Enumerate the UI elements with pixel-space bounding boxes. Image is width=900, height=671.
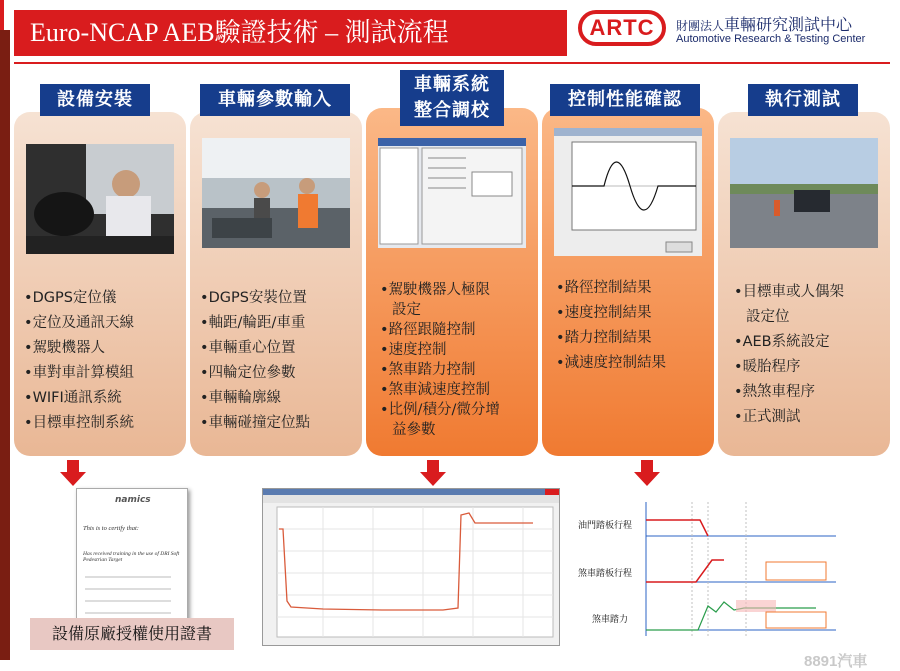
list-item: •煞車踏力控制: [380, 362, 476, 378]
list-item: •DGPS安裝位置: [200, 290, 307, 306]
column-execute-test: [718, 112, 890, 456]
list-item: •速度控制: [380, 342, 447, 358]
list-params: [200, 286, 360, 436]
column-vehicle-params: [190, 112, 362, 456]
column-header-3-line2: 整合調校: [414, 100, 490, 121]
list-item: •減速度控制結果: [556, 355, 667, 371]
screenshot-tuning-illustration: [378, 138, 526, 248]
list-item: •比例/積分/微分增: [380, 402, 500, 418]
column-control-check: [542, 108, 714, 456]
list-item: •駕駛機器人: [24, 340, 106, 356]
column-header-1: 設備安裝: [40, 84, 150, 116]
photo-install: [26, 144, 174, 254]
list-item: •定位及通訊天線: [24, 315, 135, 331]
timing-label-brake-pedal: 煞車踏板行程: [578, 569, 633, 579]
list-item: •目標車或人偶架: [734, 284, 845, 300]
photo-params-illustration: [202, 138, 350, 248]
list-item: •路徑跟隨控制: [380, 322, 476, 338]
arrow-down-icon: [60, 460, 86, 486]
list-item: 設定位: [746, 309, 790, 325]
arrow-down-icon: [634, 460, 660, 486]
photo-execute: [730, 138, 878, 248]
list-item: •車輛重心位置: [200, 340, 296, 356]
list-tuning: [380, 280, 540, 440]
column-header-2: 車輛參數輸入: [200, 84, 350, 116]
graph-screenshot: [262, 488, 560, 646]
photo-install-illustration: [26, 144, 174, 254]
timing-diagram-curves: [636, 496, 842, 646]
graph-screenshot-illustration: [263, 489, 559, 645]
column-system-tuning: [366, 108, 538, 456]
list-item: •速度控制結果: [556, 305, 652, 321]
certificate-line1: This is to certify that:: [83, 525, 139, 532]
list-item: •踏力控制結果: [556, 330, 652, 346]
screenshot-tuning: [378, 138, 526, 248]
list-item: •目標車控制系統: [24, 415, 135, 431]
artc-logo: [578, 10, 666, 46]
decor-ribbon-left: [0, 30, 10, 660]
timing-label-brake-force: 煞車踏力: [592, 615, 629, 625]
list-item: •AEB系統設定: [734, 334, 830, 350]
list-item: •車輛輪廓線: [200, 390, 282, 406]
list-item: •熱煞車程序: [734, 384, 816, 400]
list-equipment: [24, 286, 184, 436]
page-title: Euro-NCAP AEB驗證技術 – 測試流程: [30, 18, 449, 47]
decor-ribbon-top: [0, 0, 4, 30]
list-item: •車輛碰撞定位點: [200, 415, 311, 431]
list-item: •路徑控制結果: [556, 280, 652, 296]
list-item: •車對車計算模組: [24, 365, 135, 381]
screenshot-control-illustration: [554, 128, 702, 256]
org-name-cn: [676, 12, 852, 35]
list-item: •暖胎程序: [734, 359, 801, 375]
certificate-fields: [81, 571, 181, 621]
list-item: 設定: [392, 302, 421, 318]
column-header-3: [400, 70, 504, 126]
list-item: •正式測試: [734, 409, 801, 425]
logo-text: ARTC: [589, 15, 655, 40]
certificate-caption: 設備原廠授權使用證書: [30, 618, 234, 650]
list-item: •四輪定位參數: [200, 365, 296, 381]
arrow-down-icon: [420, 460, 446, 486]
column-header-4: 控制性能確認: [550, 84, 700, 116]
certificate-brand: namics: [115, 495, 151, 505]
photo-vehicle-params: [202, 138, 350, 248]
title-divider: [14, 62, 890, 64]
screenshot-control: [554, 128, 702, 256]
list-item: •煞車減速度控制: [380, 382, 491, 398]
org-cn-small: 財團法人: [676, 19, 725, 33]
timing-label-throttle: 油門踏板行程: [578, 521, 633, 531]
timing-diagram: [574, 496, 842, 646]
list-item: •駕駛機器人極限: [380, 282, 491, 298]
list-item: 益參數: [392, 422, 436, 438]
column-equipment-install: [14, 112, 186, 456]
list-item: •WIFI通訊系統: [24, 390, 122, 406]
column-header-5: 執行測試: [748, 84, 858, 116]
photo-execute-illustration: [730, 138, 878, 248]
list-execute: [734, 280, 894, 430]
certificate-document: [76, 488, 188, 630]
org-name-en: Automotive Research & Testing Center: [676, 33, 866, 45]
certificate-line2: Has received training in the use of DRI Soft Pedestrian Target: [83, 551, 180, 563]
list-item: •DGPS定位儀: [24, 290, 117, 306]
watermark: 8891汽車: [804, 653, 868, 670]
list-control: [556, 276, 716, 376]
title-bar: [14, 10, 567, 56]
list-item: •軸距/輪距/車重: [200, 315, 306, 331]
org-cn-name: 車輛研究測試中心: [724, 15, 853, 34]
column-header-3-line1: 車輛系統: [414, 74, 490, 95]
